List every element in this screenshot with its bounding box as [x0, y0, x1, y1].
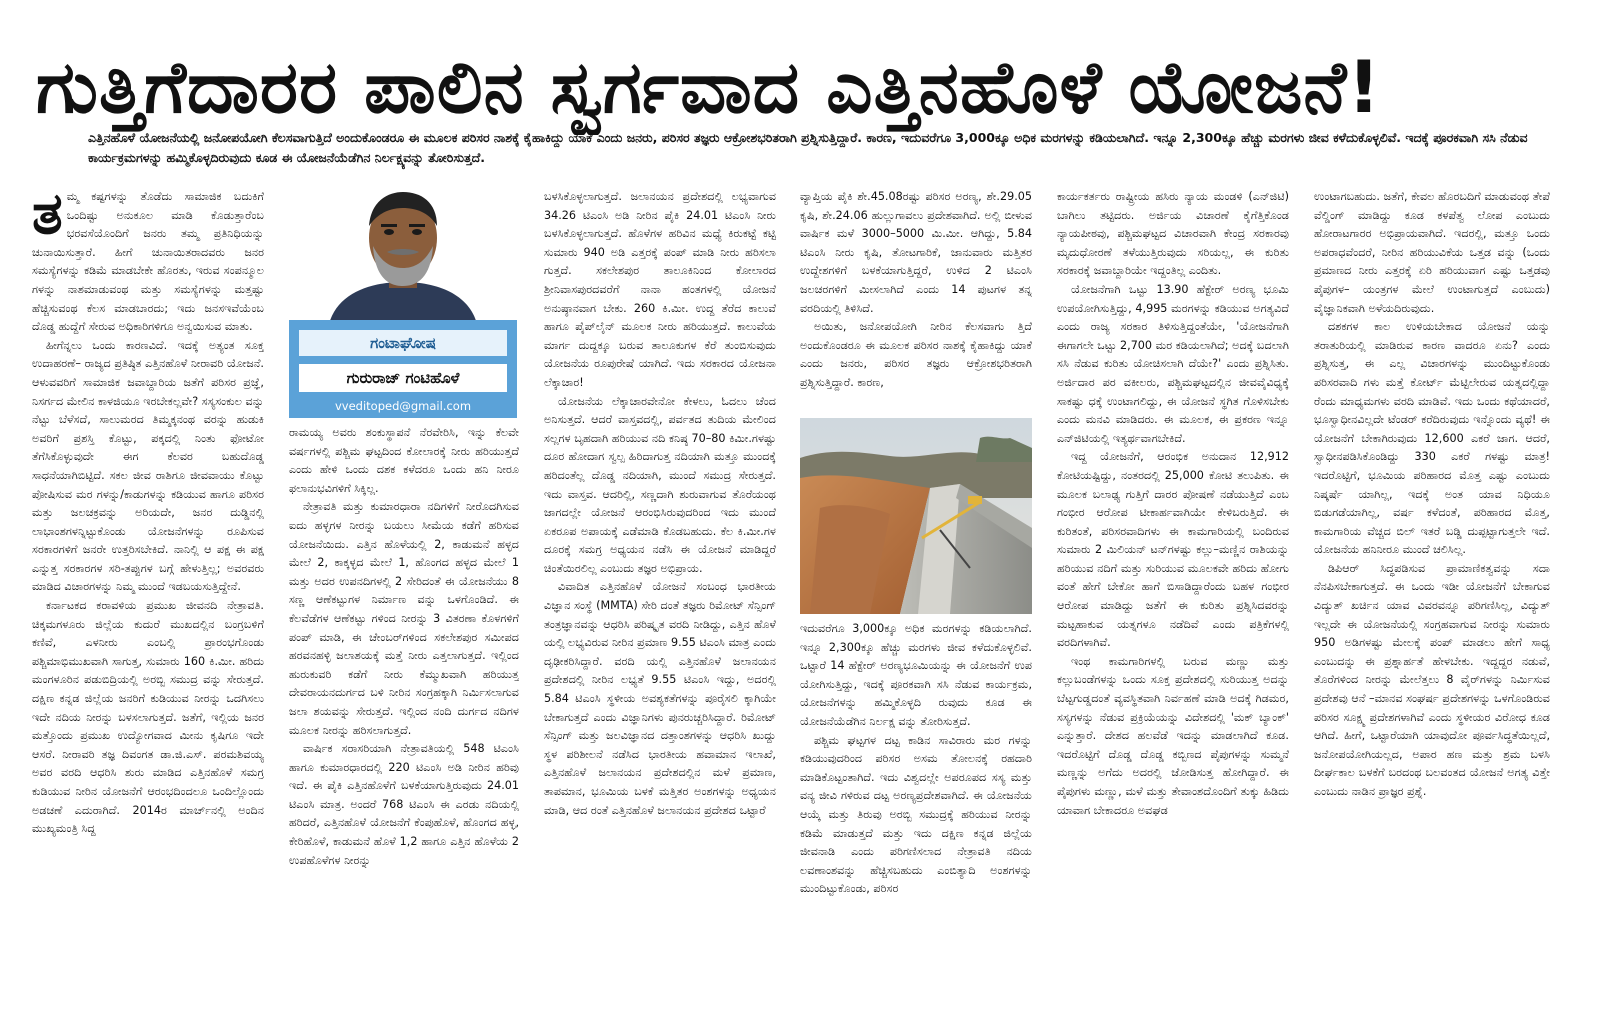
paragraph: ರಾಮಯ್ಯ ಅವರು ಶಂಕುಸ್ಥಾಪನೆ ನೆರವೇರಿಸಿ, ಇನ್ನು ಕೆಲವೇ ವರ್ಷಗಳಲ್ಲಿ ಪಶ್ಚಿಮ ಘಟ್ಟದಿಂದ ಕೋಲಾರಕ್ಕೆ ನೀರು ಹರಿಯುತ್ತದೆ ಎಂದು ಹೇಳಿ ಒಂದು ದಶಕ ಕಳೆದರೂ ಒಂದು ಹನಿ ನೀರೂ ಫಲಾನುಭವಿಗಳಿಗೆ ಸಿಕ್ಕಿಲ್ಲ. [289, 426, 519, 495]
paragraph: ದಶಕಗಳ ಕಾಲ ಉಳಿಯಬೇಕಾದ ಯೋಜನೆ ಯನ್ನು ತರಾತುರಿಯಲ್ಲಿ ಮಾಡಿರುವ ಕಾರಣ ವಾದರೂ ಏನು? ಎಂದು ಪ್ರಶ್ನಿಸುತ್ತ, ಈ ಎಲ್ಲ ವಿಚಾರಗಳನ್ನು ಮುಂದಿಟ್ಟುಕೊಂಡು ಪರಿಸರವಾದಿ ಗಳು ಮತ್ತೆ ಕೋರ್ಟ್ ಮೆಟ್ಟಿಲೇರುವ ಯತ್ನದಲ್ಲಿದ್ದಾ ರೆಂದು ಮಾಧ್ಯಮಗಳು ವರದಿ ಮಾಡಿವೆ. ಇದು ಒಂದು ಕಥೆಯಾದರೆ, ಭೂಸ್ವಾಧೀನವಿಲ್ಲದೇ ಟೆಂಡರ್ ಕರೆದಿರುವುದು ಇನ್ನೊಂದು ವ್ಯಥೆ! ಈ ಯೋಜನೆಗೆ ಬೇಕಾಗಿರುವುದು 12,600 ಎಕರೆ ಜಾಗ. ಆದರೆ, ಸ್ವಾಧೀನಪಡಿಸಿಕೊಂಡಿದ್ದು 330 ಎಕರೆ ಗಳಷ್ಟು ಮಾತ್ರ! ಇದರೊಟ್ಟಿಗೆ, ಭೂಮಿಯ ಪರಿಹಾರದ ಮೊತ್ತ ಎಷ್ಟು ಎಂಬುದು ನಿಷ್ಕರ್ಷೆ ಯಾಗಿಲ್ಲ, ಇದಕ್ಕೆ ಅಂತ ಯಾವ ನಿಧಿಯೂ ಬಿಡುಗಡೆಯಾಗಿಲ್ಲ, ವರ್ಷ ಕಳೆದಂತೆ, ಪರಿಹಾರದ ಮೊತ್ತ, ಕಾಮಗಾರಿಯ ವೆಚ್ಚದ ಬಿಲ್ ಇತರೆ ಬಡ್ಡಿ ದುಪ್ಪಟ್ಟಾಗುತ್ತಲೇ ಇದೆ. ಯೋಜನೆಯ ಹನಿನೀರೂ ಮುಂದೆ ಚಲಿಸಿಲ್ಲ. [1314, 320, 1550, 557]
paragraph: ಅಯಿತು, ಜನೋಪಯೋಗಿ ನೀರಿನ ಕೆಲಸವಾಗು ತ್ತಿದೆ ಅಂದುಕೊಂಡರೂ ಈ ಮೂಲಕ ಪರಿಸರ ನಾಶಕ್ಕೆ ಕೈಹಾಕಿದ್ದು ಯಾಕೆ ಎಂದು ಜನರು, ಪರಿಸರ ತಜ್ಞರು ಆಕ್ರೋಶಭರಿತರಾಗಿ ಪ್ರಶ್ನಿಸುತ್ತಿದ್ದಾರೆ. ಕಾರಣ, [800, 320, 1032, 389]
paragraph: ನೇತ್ರಾವತಿ ಮತ್ತು ಕುಮಾರಧಾರಾ ನದಿಗಳಿಗೆ ನೀರೊದಗಿಸುವ ಐದು ಹಳ್ಳಗಳ ನೀರನ್ನು ಬಯಲು ಸೀಮೆಯ ಕಡೆಗೆ ಹರಿಸುವ ಯೋಜನೆಯಿದು. ಎತ್ತಿನ ಹೊಳೆಯಲ್ಲಿ 2, ಕಾಡುಮನೆ ಹಳ್ಳದ ಮೇಲೆ 2, ಕಾಕ್ಕಳ್ಳದ ಮೇಲೆ 1, ಹೊಂಗದ ಹಳ್ಳದ ಮೇಲೆ 1 ಮತ್ತು ಅದರ ಉಪನದಿಗಳಲ್ಲಿ 2 ಸೇರಿದಂತೆ ಈ ಯೋಜನೆಯು 8 ಸಣ್ಣ ಆಣೆಕಟ್ಟುಗಳ ನಿರ್ಮಾಣ ವನ್ನು ಒಳಗೊಂಡಿದೆ. ಈ ಕೆಲವೆಡೆಗಳ ಆಣೆಕಟ್ಟು ಗಳಿಂದ ನೀರನ್ನು 3 ವಿತರಣಾ ಕೊಳಗಳಿಗೆ ಪಂಪ್ ಮಾಡಿ, ಈ ಚೇಂಬರ್‌ಗಳಿಂದ ಸಕಲೇಶಪುರ ಸಮೀಪದ ಹರವನಹಳ್ಳಿ ಜಲಾಶಯಕ್ಕೆ ಮತ್ತೆ ನೀರು ಎತ್ತಲಾಗುತ್ತದೆ. ಇಲ್ಲಿಂದ ಹುರುಕುವರಿ ಕಡೆಗೆ ನೀರು ಕೆಮ್ಮುಖವಾಗಿ ಹರಿಯುತ್ತ ದೇವರಾಯನದುರ್ಗದ ಬಳಿ ನೀರಿನ ಸಂಗ್ರಹಕ್ಕಾಗಿ ನಿರ್ಮಿಸಲಾಗುವ ಜಲಾ ಶಯವನ್ನು ಸೇರುತ್ತದೆ. ಇಲ್ಲಿಂದ ನಂದಿ ದುರ್ಗದ ನದಿಗಳ ಮೂಲಕ ನೀರನ್ನು ಹರಿಸಲಾಗುತ್ತದೆ. [289, 500, 519, 737]
paragraph: ಇದುವರೆಗೂ 3,000ಕ್ಕೂ ಅಧಿಕ ಮರಗಳನ್ನು ಕಡಿಯಲಾಗಿದೆ. ಇನ್ನೂ 2,300ಕ್ಕೂ ಹೆಚ್ಚು ಮರಗಳು ಜೀವ ಕಳೆದುಕೊಳ್ಳಲಿವೆ. ಒಟ್ಟಾರೆ 14 ಹೆಕ್ಟೇರ್ ಅರಣ್ಯಭೂಮಿಯನ್ನು ಈ ಯೋಜನೆಗೆ ಉಪ ಯೋಗಿಸುತ್ತಿದ್ದು, ಇದಕ್ಕೆ ಪೂರಕವಾಗಿ ಸಸಿ ನೆಡುವ ಕಾರ್ಯಕ್ರಮ, ಯೋಜನೆಗಳನ್ನು ಹಮ್ಮಿಕೊಳ್ಳದಿ ರುವುದು ಕೂಡ ಈ ಯೋಜನೆಯೆಡೆಗಿನ ನಿರ್ಲಕ್ಷ ವನ್ನು ತೋರಿಸುತ್ತದೆ. [800, 622, 1032, 728]
column-6 [1314, 188, 1550, 1003]
paragraph: ಯೋಜನೆಗಾಗಿ ಒಟ್ಟು 13.90 ಹೆಕ್ಟೇರ್ ಅರಣ್ಯ ಭೂಮಿ ಉಪಯೋಗಿಸುತ್ತಿದ್ದು, 4,995 ಮರಗಳನ್ನು ಕಡಿಯುವ ಅಗತ್ಯವಿದೆ ಎಂದು ರಾಜ್ಯ ಸರಕಾರ ತಿಳಿಸುತ್ತಿದ್ದಂತೆಯೇ, 'ಯೋಜನೆಗಾಗಿ ಈಗಾಗಲೇ ಒಟ್ಟು 2,700 ಮರ ಕಡಿಯಲಾಗಿದೆ; ಅದಕ್ಕೆ ಬದಲಾಗಿ ಸಸಿ ನೆಡುವ ಕುರಿತು ಯೋಚಿಸಲಾಗಿ ದೆಯೇ?' ಎಂದು ಪ್ರಶ್ನಿಸಿತು. ಅರ್ಜಿದಾರ ಪರ ವಕೀಲರು, ಪಶ್ಚಿಮಘಟ್ಟದಲ್ಲಿನ ಜೀವವೈವಿಧ್ಯಕ್ಕೆ ಸಾಕಷ್ಟು ಧಕ್ಕೆ ಉಂಟಾಗಲಿದ್ದು, ಈ ಯೋಜನೆ ಸ್ಥಗಿತ ಗೊಳಿಸಬೇಕು ಎಂದು ಮನವಿ ಮಾಡಿದರು. ಈ ಮೂಲಕ, ಈ ಪ್ರಕರಣ ಇನ್ನೂ ಎನ್‌ಜಿಟಿಯಲ್ಲಿ ಇತ್ಯರ್ಥವಾಗಬೇಕಿದೆ. [1057, 282, 1289, 445]
lead-paragraph: ಎತ್ತಿನಹೊಳೆ ಯೋಜನೆಯಲ್ಲಿ ಜನೋಪಯೋಗಿ ಕೆಲಸವಾಗುತ್ತಿದೆ ಅಂದುಕೊಂಡರೂ ಈ ಮೂಲಕ ಪರಿಸರ ನಾಶಕ್ಕೆ ಕೈಹಾಕಿದ್ದು ಯಾಕೆ ಎಂದು ಜನರು, ಪರಿಸರ ತಜ್ಞರು ಆಕ್ರೋಶಭರಿತರಾಗಿ ಪ್ರಶ್ನಿಸುತ್ತಿದ್ದಾರೆ. ಕಾರಣ, ಇದುವರೆಗೂ 3,000ಕ್ಕೂ ಅಧಿಕ ಮರಗಳನ್ನು ಕಡಿಯಲಾಗಿದೆ. ಇನ್ನೂ 2,300ಕ್ಕೂ ಹೆಚ್ಚು ಮರಗಳು ಜೀವ ಕಳೆದುಕೊಳ್ಳಲಿವೆ. ಇದಕ್ಕೆ ಪೂರಕವಾಗಿ ಸಸಿ ನೆಡುವ ಕಾರ್ಯಕ್ರಮಗಳನ್ನು ಹಮ್ಮಿಕೊಳ್ಳದಿರುವುದು ಕೂಡ ಈ ಯೋಜನೆಯೆಡೆಗಿನ ನಿರ್ಲಕ್ಷ್ಯವನ್ನು ತೋರಿಸುತ್ತದೆ. [88, 130, 1528, 165]
paragraph: ವ್ಯಾಪ್ತಿಯ ಪೈಕಿ ಶೇ.45.08ರಷ್ಟು ಪರಿಸರ ಅರಣ್ಯ, ಶೇ.29.05 ಕೃಷಿ, ಶೇ.24.06 ಹುಲ್ಲುಗಾವಲು ಪ್ರದೇಶವಾಗಿದೆ. ಅಲ್ಲಿ ಬೀಳುವ ವಾರ್ಷಿಕ ಮಳೆ 3000–5000 ಮಿ.ಮೀ. ಆಗಿದ್ದು, 5.84 ಟಿಎಂಸಿ ನೀರು ಕೃಷಿ, ತೋಟಗಾರಿಕೆ, ಜಾನುವಾರು ಮತ್ತಿತರ ಉದ್ದೇಶಗಳಿಗೆ ಬಳಕೆಯಾಗುತ್ತಿದ್ದರೆ, ಉಳಿದ 2 ಟಿಎಂಸಿ ಜಲಚರಗಳಿಗೆ ಮೀಸಲಾಗಿದೆ ಎಂದು 14 ಪುಟಗಳ ತನ್ನ ವರದಿಯಲ್ಲಿ ತಿಳಿಸಿದೆ. [800, 190, 1032, 315]
paragraph: ಇದ್ದ ಯೋಜನೆಗೆ, ಆರಂಭಿಕ ಅನುದಾನ 12,912 ಕೋಟಿಯಷ್ಟಿದ್ದು, ನಂತರದಲ್ಲಿ 25,000 ಕೋಟಿ ತಲುಪಿತು. ಈ ಮೂಲಕ ಬಲಾಢ್ಯ ಗುತ್ತಿಗೆ ದಾರರ ಪೋಷಣೆ ನಡೆಯುತ್ತಿದೆ ಎಂಬ ಗಂಭೀರ ಆರೋಪ ಟೀಕಾರ್ಹವಾಗಿಯೇ ಕೇಳಿಬರುತ್ತಿದೆ. ಈ ಕುರಿತಂತೆ, ಪರಿಸರವಾದಿಗಳು ಈ ಕಾಮಗಾರಿಯಲ್ಲಿ ಬಂದಿರುವ ಸುಮಾರು 2 ಮಿಲಿಯನ್ ಟನ್‌ಗಳಷ್ಟು ಕಲ್ಲು–ಮಣ್ಣಿನ ರಾಶಿಯನ್ನು ಹರಿಯುವ ನದಿಗೆ ಮತ್ತು ಸುರಿಯುವ ಮೂಲಕವೇ ಹರಿದು ಹೋಗು ವಂತೆ ಹೇಗೆ ಬೇಕೋ ಹಾಗೆ ಬಿಸಾಡಿದ್ದಾರೆಂದು ಬಹಳ ಗಂಭೀರ ಆರೋಪ ಮಾಡಿದ್ದು ಜತೆಗೆ ಈ ಕುರಿತು ಪ್ರಶ್ನಿಸಿದವರನ್ನು ಮಟ್ಟಹಾಕುವ ಯತ್ನಗಳೂ ನಡೆದಿವೆ ಎಂದು ಪತ್ರಿಕೆಗಳಲ್ಲಿ ವರದಿಗಳಾಗಿವೆ. [1057, 450, 1289, 650]
paragraph: ಹೀಗೆನ್ನಲು ಒಂದು ಕಾರಣವಿದೆ. ಇದಕ್ಕೆ ಅತ್ಯಂತ ಸೂಕ್ತ ಉದಾಹರಣೆ– ರಾಜ್ಯದ ಪ್ರತಿಷ್ಠಿತ ಎತ್ತಿನಹೊಳೆ ನೀರಾವರಿ ಯೋಜನೆ. ಆಳುವವರಿಗೆ ಸಾಮಾಜಿಕ ಜವಾಬ್ದಾರಿಯ ಜತೆಗೆ ಪರಿಸರ ಪ್ರಜ್ಞೆ, ನಿಸರ್ಗದ ಮೇಲಿನ ಕಾಳಜಿಯೂ ಇರಬೇಕಲ್ಲವೇ? ಸಸ್ಯಸಂಕುಲ ವನ್ನು ನೆಟ್ಟು ಬೆಳೆಸದೆ, ಸಾಲುಮರದ ತಿಮ್ಮಕ್ಕನಂಥ ವರನ್ನು ಹುಡುಕಿ ಅವರಿಗೆ ಪ್ರಶಸ್ತಿ ಕೊಟ್ಟು, ಪಕ್ಕದಲ್ಲಿ ನಿಂತು ಫೋಟೋ ತೆಗೆಸಿಕೊಳ್ಳುವುದೇ ಈಗ ಕೆಲವರ ಬಹುದೊಡ್ಡ ಸಾಧನೆಯಾಗಿಬಿಟ್ಟಿದೆ. ಸಕಲ ಜೀವ ರಾಶಿಗೂ ಜೀವವಾಯು ಕೊಟ್ಟು ಪೋಷಿಸುವ ಮರ ಗಳನ್ನು/ಕಾಡುಗಳನ್ನು ಕಡಿಯುವ ಹಾಗೂ ಪರಿಸರ ಮತ್ತು ಜಲಚಕ್ರವನ್ನು ಅರಿಯದೇ, ಜನರ ದುಡ್ಡಿನಲ್ಲಿ ಲಾಭಾಂಶಗಳನ್ನಿಟ್ಟುಕೊಂಡು ಯೋಜನೆಗಳನ್ನು ರೂಪಿಸುವ ಸರಕಾರಗಳಿಗೆ ಜನರೇ ಉತ್ತರಿಸಬೇಕಿದೆ. ನಾನಿಲ್ಲಿ ಆ ಪಕ್ಷ ಈ ಪಕ್ಷ ಎನ್ನುತ್ತ ಸರಕಾರಗಳ ಸರಿ-ತಪ್ಪುಗಳ ಬಗ್ಗೆ ಹೇಳುತ್ತಿಲ್ಲ; ಅವರವರು ಮಾಡಿದ ವಿಚಾರಗಳನ್ನು ನಿಮ್ಮ ಮುಂದೆ ಇಡಬಯಸುತ್ತಿದ್ದೇನೆ. [32, 338, 264, 594]
column-4-bottom [800, 620, 1032, 1003]
article-body [32, 188, 1562, 1003]
column-name: ಗಂಟಾಘೋಷ [299, 330, 507, 356]
paragraph: ಇಂಥ ಕಾಮಗಾರಿಗಳಲ್ಲಿ ಬರುವ ಮಣ್ಣು ಮತ್ತು ಕಲ್ಲುಬಂಡೆಗಳನ್ನು ಒಂದು ಸೂಕ್ತ ಪ್ರದೇಶದಲ್ಲಿ ಸುರಿಯುತ್ತ ಅದನ್ನು ಬೆಟ್ಟಗುಡ್ಡದಂತೆ ವ್ಯವಸ್ಥಿತವಾಗಿ ನಿರ್ವಹಣೆ ಮಾಡಿ ಅದಕ್ಕೆ ಗಿಡಮರ, ಸಸ್ಯಗಳನ್ನು ನೆಡುವ ಪ್ರಕ್ರಿಯೆಯನ್ನು ವಿದೇಶದಲ್ಲಿ 'ಮಕ್ ಬ್ಯಾಂಕ್' ಎನ್ನುತ್ತಾರೆ. ದೇಶದ ಹಲವೆಡೆ ಇದನ್ನು ಮಾಡಲಾಗಿದೆ ಕೂಡ. ಇದರೊಟ್ಟಿಗೆ ದೊಡ್ಡ ದೊಡ್ಡ ಕಬ್ಬಿಣದ ಪೈಪುಗಳನ್ನು ಸುಮ್ಮನೆ ಮಣ್ಣನ್ನು ಅಗೆದು ಅದರಲ್ಲಿ ಜೋಡಿಸುತ್ತ ಹೋಗಿದ್ದಾರೆ. ಈ ಪೈಪುಗಳು ಮಣ್ಣು, ಮಳೆ ಮತ್ತು ತೇವಾಂಶದೊಂದಿಗೆ ತುಕ್ಕು ಹಿಡಿದು ಯಾವಾಗ ಬೇಕಾದರೂ ಅವಘಡ [1057, 654, 1289, 817]
paragraph: ಬಳಸಿಕೊಳ್ಳಲಾಗುತ್ತದೆ. ಜಲಾನಯನ ಪ್ರದೇಶದಲ್ಲಿ ಲಭ್ಯವಾಗುವ 34.26 ಟಿಎಂಸಿ ಅಡಿ ನೀರಿನ ಪೈಕಿ 24.01 ಟಿಎಂಸಿ ನೀರು ಬಳಸಿಕೊಳ್ಳಲಾಗುತ್ತದೆ. ಹೊಳೆಗಳ ಹರಿವಿನ ಮಧ್ಯೆ ಕಿರುಕಟ್ಟೆ ಕಟ್ಟಿ ಸುಮಾರು 940 ಅಡಿ ಎತ್ತರಕ್ಕೆ ಪಂಪ್ ಮಾಡಿ ನೀರು ಹರಿಸಲಾ ಗುತ್ತದೆ. ಸಕಲೇಶಪುರ ತಾಲೂಕಿನಿಂದ ಕೋಲಾರದ ಶ್ರೀನಿವಾಸಪುರದವರೆಗೆ ನಾನಾ ಹಂತಗಳಲ್ಲಿ ಯೋಜನೆ ಅನುಷ್ಠಾನವಾಗ ಬೇಕು. 260 ಕಿ.ಮೀ. ಉದ್ದ ತೆರೆದ ಕಾಲುವೆ ಹಾಗೂ ಪೈಪ್‌ಲೈನ್ ಮೂಲಕ ನೀರು ಹರಿಯುತ್ತದೆ. ಕಾಲುವೆಯ ಮಾರ್ಗ ದುದ್ದಕ್ಕೂ ಬರುವ ತಾಲೂಕುಗಳ ಕೆರೆ ತುಂಬಿಸುವುದು ಯೋಜನೆಯ ರೂಪುರೇಷೆ ಯಾಗಿದೆ. ಇದು ಸರಕಾರದ ಯೋಜನಾ ಲೆಕ್ಕಾಚಾರ! [544, 190, 776, 389]
column-1 [32, 188, 264, 1003]
paragraph: ಕಾರ್ಯಕರ್ತರು ರಾಷ್ಟ್ರೀಯ ಹಸಿರು ನ್ಯಾಯ ಮಂಡಳಿ (ಎನ್‌ಜಿಟಿ) ಬಾಗಿಲು ತಟ್ಟಿದರು. ಅರ್ಜಿಯ ವಿಚಾರಣೆ ಕೈಗೆತ್ತಿಕೊಂಡ ನ್ಯಾಯಪೀಠವು, ಪಶ್ಚಿಮಘಟ್ಟದ ವಿಚಾರವಾಗಿ ಕೇಂದ್ರ ಸರಕಾರವು ಮೃದುಧೋರಣೆ ತಳೆಯುತ್ತಿರುವುದು ಸರಿಯಲ್ಲ, ಈ ಕುರಿತು ಸರಕಾರಕ್ಕೆ ಜವಾಬ್ದಾರಿಯೇ ಇದ್ದಂತಿಲ್ಲ ಎಂದಿತು. [1057, 190, 1289, 278]
column-2 [289, 424, 519, 1004]
paragraph: ಉಂಟಾಗಬಹುದು. ಜತೆಗೆ, ಕೇವಲ ಹೊರಬದಿಗೆ ಮಾಡುವಂಥ ತೇಪೆ ವೆಲ್ಡಿಂಗ್ ಮಾಡಿದ್ದು ಕೂಡ ಕಳಪೆತ್ವ ಲೋಪ ಎಂಬುದು ಹೋರಾಟಗಾರರ ಅಭಿಪ್ರಾಯವಾಗಿದೆ. ಇದರಲ್ಲಿ, ಮತ್ತೂ ಒಂದು ಅಪರಾಧವೆಂದರೆ, ನೀರಿನ ಹರಿಯುವಿಕೆಯ ಒತ್ತಡ ವನ್ನು (ಒಂದು ಪ್ರಮಾಣದ ನೀರು ಎತ್ತರಕ್ಕೆ ಏರಿ ಹರಿಯುವಾಗ ಎಷ್ಟು ಒತ್ತಡವು ಪೈಪುಗಳ– ಯಂತ್ರಗಳ ಮೇಲೆ ಉಂಟಾಗುತ್ತದೆ ಎಂಬುದು) ವೈಜ್ಞಾನಿಕವಾಗಿ ಅಳೆಯದಿರುವುದು. [1314, 190, 1550, 315]
headline: ಗುತ್ತಿಗೆದಾರರ ಪಾಲಿನ ಸ್ವರ್ಗವಾದ ಎತ್ತಿನಹೊಳೆ ಯೋಜನೆ! [36, 45, 1382, 129]
column-3 [544, 188, 776, 1003]
paragraph: ತಮ್ಮ ಕಷ್ಟಗಳನ್ನು ತೊಡೆದು ಸಾಮಾಜಿಕ ಬದುಕಿಗೆ ಒಂದಿಷ್ಟು ಅನುಕೂಲ ಮಾಡಿ ಕೊಡುತ್ತಾರೆಂಬ ಭರವಸೆಯೊಂದಿಗೆ ಜನರು ತಮ್ಮ ಪ್ರತಿನಿಧಿಯನ್ನು ಚುನಾಯಿಸುತ್ತಾರೆ. ಹೀಗೆ ಚುನಾಯಿತರಾದವರು ಜನರ ಸಮಸ್ಯೆಗಳನ್ನು ಕಡಿಮೆ ಮಾಡಬೇಕೇ ಹೊರತು, ಇರುವ ಸಂಪನ್ಮೂಲ ಗಳನ್ನು ನಾಶಮಾಡುವಂಥ ಮತ್ತು ಸಮಸ್ಯೆಗಳನ್ನು ಮತ್ತಷ್ಟು ಹೆಚ್ಚಿಸುವಂಥ ಕೆಲಸ ಮಾಡಬಾರದು; ಇದು ಜನಸಇವೆಯೆಂಬ ದೊಡ್ಡ ಹುದ್ದೆಗೆ ಸೇರುವ ಅಧಿಕಾರಿಗಳಿಗೂ ಅನ್ವಯಿಸುವ ಮಾತು. [32, 188, 264, 334]
paragraph: ಡಿಪಿಆರ್ ಸಿದ್ಧಪಡಿಸುವ ಪ್ರಾಮಾಣಿಕತ್ವವನ್ನು ಸದಾ ನೆನಪಿಸಬೇಕಾಗುತ್ತದೆ. ಈ ಒಂದು ಇಡೀ ಯೋಜನೆಗೆ ಬೇಕಾಗುವ ವಿದ್ಯುತ್ ಖರ್ಚಿನ ಯಾವ ವಿವರವನ್ನೂ ಪರಿಗಣಿಸಿಲ್ಲ, ವಿದ್ಯುತ್ ಇಲ್ಲದೇ ಈ ಯೋಜನೆಯಲ್ಲಿ ಸಂಗ್ರಹವಾಗುವ ನೀರನ್ನು ಸುಮಾರು 950 ಅಡಿಗಳಷ್ಟು ಮೇಲಕ್ಕೆ ಪಂಪ್ ಮಾಡಲು ಹೇಗೆ ಸಾಧ್ಯ ಎಂಬುದನ್ನು ಈ ಪ್ರಶ್ನಾರ್ಹತೆ ಹೇಳಬೇಕು. ಇದ್ದದ್ದರ ನಡುವೆ, ತೊರೆಗಳಿಂದ ನೀರನ್ನು ಮೇಲೆತ್ತಲು 8 ವೈರ್‌ಗಳನ್ನು ನಿರ್ಮಿಸುವ ಪ್ರದೇಶವು ಆನೆ –ಮಾನವ ಸಂಘರ್ಷ ಪ್ರದೇಶಗಳನ್ನು ಒಳಗೊಂಡಿರುವ ಪರಿಸರ ಸೂಕ್ಷ್ಮ ಪ್ರದೇಶಗಳಾಗಿವೆ ಎಂದು ಸ್ಥಳೀಯರ ವಿರೋಧ ಕೂಡ ಆಗಿದೆ. ಹೀಗೆ, ಒಟ್ಟಾರೆಯಾಗಿ ಯಾವುದೋ ಪೂರ್ವಸಿದ್ಧತೆಯಿಲ್ಲದೆ, ಜನೋಪಯೋಗಿಯಲ್ಲದ, ಅಪಾರ ಹಣ ಮತ್ತು ಶ್ರಮ ಬಳಸಿ ದೀರ್ಘಕಾಲ ಬಳಕೆಗೆ ಬರದಂಥ ಬಲವಂತದ ಯೋಜನೆ ಅಗತ್ಯ ವಿತ್ತೇ ಎಂಬುದು ನಾಡಿನ ಪ್ರಾಜ್ಞರ ಪ್ರಶ್ನೆ. [1314, 561, 1550, 798]
paragraph: ಕರ್ನಾಟಕದ ಕರಾವಳಿಯ ಪ್ರಮುಖ ಜೀವನದಿ ನೇತ್ರಾವತಿ. ಚಿಕ್ಕಮಗಳೂರು ಜಿಲ್ಲೆಯ ಕುದುರೆ ಮುಖದಲ್ಲಿನ ಬಂಗ್ರಬಳಿಗೆ ಕಣಿವೆ, ಎಳನೀರು ಎಂಬಲ್ಲಿ ಪ್ರಾರಂಭಗೊಂಡು ಪಶ್ಚಿಮಾಭಿಮುಖವಾಗಿ ಸಾಗುತ್ತ, ಸುಮಾರು 160 ಕಿ.ಮೀ. ಹರಿದು ಮಂಗಳೂರಿನ ಪಡುಬಿದ್ರಿಯಲ್ಲಿ ಅರಬ್ಬಿ ಸಮುದ್ರ ವನ್ನು ಸೇರುತ್ತದೆ. ದಕ್ಷಿಣ ಕನ್ನಡ ಜಿಲ್ಲೆಯ ಜನರಿಗೆ ಕುಡಿಯುವ ನೀರನ್ನು ಒದಗಿಸಲು ಇದೇ ನದಿಯ ನೀರನ್ನು ಬಳಸಲಾಗುತ್ತದೆ. ಜತೆಗೆ, ಇಲ್ಲಿಯ ಜನರ ಮತ್ತೊಂದು ಪ್ರಮುಖ ಉದ್ಯೋಗವಾದ ಮೀನು ಕೃಷಿಗೂ ಇದೇ ಆಸರೆ. ನೀರಾವರಿ ತಜ್ಞ ದಿವಂಗತ ಡಾ.ಜಿ.ಎಸ್. ಪರಮಶಿವಯ್ಯ ಅವರ ವರದಿ ಆಧರಿಸಿ ಶುರು ಮಾಡಿದ ಎತ್ತಿನಹೊಳೆ ಸಮಗ್ರ ಕುಡಿಯುವ ನೀರಿನ ಯೋಜನೆಗೆ ಆರಂಭದಿಂದಲೂ ಒಂದಿಲ್ಲೊಂದು ಅಡಚಣೆ ಎದುರಾಗಿದೆ. 2014ರ ಮಾರ್ಚ್‌ನಲ್ಲಿ ಅಂದಿನ ಮುಖ್ಯಮಂತ್ರಿ ಸಿದ್ದ [32, 599, 264, 836]
paragraph: ವಿವಾದಿತ ಎತ್ತಿನಹೊಳೆ ಯೋಜನೆ ಸಂಬಂಧ ಭಾರತೀಯ ವಿಜ್ಞಾನ ಸಂಸ್ಥೆ (MMTA) ಸೇರಿ ದಂತೆ ತಜ್ಞರು ರಿಮೋಟ್ ಸೆನ್ಸಿಂಗ್ ತಂತ್ರಜ್ಞಾನವನ್ನು ಆಧರಿಸಿ ಪರಿಷ್ಕೃತ ವರದಿ ನೀಡಿದ್ದು, ಎತ್ತಿನ ಹೊಳೆ ಯಲ್ಲಿ ಲಭ್ಯವಿರುವ ನೀರಿನ ಪ್ರಮಾಣ 9.55 ಟಿಎಂಸಿ ಮಾತ್ರ ಎಂದು ದೃಢೀಕರಿಸಿದ್ದಾರೆ. ವರದಿ ಯಲ್ಲಿ ಎತ್ತಿನಹೊಳೆ ಜಲಾನಯನ ಪ್ರದೇಶದಲ್ಲಿ ನೀರಿನ ಲಭ್ಯತೆ 9.55 ಟಿಎಂಸಿ ಇದ್ದು, ಅದರಲ್ಲಿ 5.84 ಟಿಎಂಸಿ ಸ್ಥಳೀಯ ಅವಶ್ಯಕತೆಗಳನ್ನು ಪೂರೈಸಲಿ ಕ್ಕಾಗಿಯೇ ಬೇಕಾಗುತ್ತದೆ ಎಂದು ವಿಜ್ಞಾನಿಗಳು ಪುನರುಚ್ಚರಿಸಿದ್ದಾರೆ. ರಿಮೋಟ್ ಸೆನ್ಸಿಂಗ್ ಮತ್ತು ಜಲವಿಜ್ಞಾನದ ದತ್ತಾಂಶಗಳನ್ನು ಆಧರಿಸಿ ಖುದ್ದು ಸ್ಥಳ ಪರಿಶೀಲನೆ ನಡೆಸಿದ ಭಾರತೀಯ ಹವಾಮಾನ ಇಲಾಖೆ, ಎತ್ತಿನಹೊಳೆ ಜಲಾನಯನ ಪ್ರದೇಶದಲ್ಲಿನ ಮಳೆ ಪ್ರಮಾಣ, ತಾಪಮಾನ, ಭೂಮಿಯ ಬಳಕೆ ಮತ್ತಿತರ ಅಂಶಗಳನ್ನು ಅಧ್ಯಯನ ಮಾಡಿ, ಆದ ರಂತೆ ಎತ್ತಿನಹೊಳೆ ಜಲಾನಯನ ಪ್ರದೇಶದ ಒಟ್ಟಾರೆ [544, 580, 776, 817]
drop-cap: ತ [32, 188, 63, 247]
paragraph: ವಾರ್ಷಿಕ ಸರಾಸರಿಯಾಗಿ ನೇತ್ರಾವತಿಯಲ್ಲಿ 548 ಟಿಎಂಸಿ ಹಾಗೂ ಕುಮಾರಧಾರದಲ್ಲಿ 220 ಟಿಎಂಸಿ ಅಡಿ ನೀರಿನ ಹರಿವು ಇದೆ. ಈ ಪೈಕಿ ಎತ್ತಿನಹೊಳೆಗೆ ಬಳಕೆಯಾಗುತ್ತಿರುವುದು 24.01 ಟಿಎಂಸಿ ಮಾತ್ರ. ಅಂದರೆ 768 ಟಿಎಂಸಿ ಈ ಎರಡು ನದಿಯಲ್ಲಿ ಹರಿದರೆ, ಎತ್ತಿನಹೊಳೆ ಯೋಜನೆಗೆ ಕೆಂಪುಹೊಳೆ, ಹೊಂಗದ ಹಳ್ಳ, ಕೇರಿಹೊಳೆ, ಕಾಡುಮನೆ ಹೊಳೆ 1,2 ಹಾಗೂ ಎತ್ತಿನ ಹೊಳೆಯ 2 ಉಪಹೊಳೆಗಳ ನೀರನ್ನು [289, 742, 519, 867]
column-4-top [800, 188, 1032, 410]
paragraph: ಪಶ್ಚಿಮ ಘಟ್ಟಗಳ ದಟ್ಟ ಕಾಡಿನ ಸಾವಿರಾರು ಮರ ಗಳನ್ನು ಕಡಿಯುವುದರಿಂದ ಪರಿಸರ ಅಸಮ ತೋಲನಕ್ಕೆ ರಹದಾರಿ ಮಾಡಿಕೊಟ್ಟಂತಾಗಿದೆ. ಇದು ವಿಶ್ವದಲ್ಲೇ ಅಪರೂಪದ ಸಸ್ಯ ಮತ್ತು ವನ್ಯ ಜೀವಿ ಗಳಿರುವ ದಟ್ಟ ಅರಣ್ಯಪ್ರದೇಶವಾಗಿದೆ. ಈ ಯೋಜನೆಯ ಆಯ್ಕೆ ಮತ್ತು ತಿರುವು ಅರಬ್ಬಿ ಸಮುದ್ರಕ್ಕೆ ಹರಿಯುವ ನೀರನ್ನು ಕಡಿಮೆ ಮಾಡುತ್ತದೆ ಮತ್ತು ಇದು ದಕ್ಷಿಣ ಕನ್ನಡ ಜಿಲ್ಲೆಯ ಜೀವನಾಡಿ ಎಂದು ಪರಿಗಣಿಸಲಾದ ನೇತ್ರಾವತಿ ನದಿಯ ಲವಣಾಂಶವನ್ನು ಹೆಚ್ಚಿಸಬಹುದು ಎಂಬಿತ್ಯಾದಿ ಅಂಶಗಳನ್ನು ಮುಂದಿಟ್ಟುಕೊಂಡು, ಪರಿಸರ [800, 733, 1032, 896]
column-5 [1057, 188, 1289, 1003]
paragraph: ಯೋಜನೆಯ ಲೆಕ್ಕಾಚಾರವೇನೋ ಕೇಳಲು, ಓದಲು ಚೆಂದ ಅನಿಸುತ್ತದೆ. ಆದರೆ ವಾಸ್ತವದಲ್ಲಿ, ಪರ್ವತದ ತುದಿಯ ಮೇಲಿಂದ ಸಲ್ಲಗಳ ಬೃಹದಾಗಿ ಹರಿಯುವ ನದಿ ಕನಿಷ್ಠ 70–80 ಕಿಮೀ.ಗಳಷ್ಟು ದೂರ ಹೋದಾಗ ಸ್ವಲ್ಪ ಹಿರಿದಾಗುತ್ತ ನದಿಯಾಗಿ ಮತ್ತೂ ಮುಂದಕ್ಕೆ ಹರಿದಂತೆಲ್ಲ ದೊಡ್ಡ ನದಿಯಾಗಿ, ಮುಂದೆ ಸಮುದ್ರ ಸೇರುತ್ತದೆ. ಇದು ವಾಸ್ತವ. ಆದರಿಲ್ಲಿ, ಸಣ್ಣದಾಗಿ ಶುರುವಾಗುವ ತೊರೆಯಂಥ ಜಾಗದಲ್ಲೇ ಯೋಜನೆ ಆರಂಭಿಸಿರುವುದರಿಂದ ಇದು ಮುಂದೆ ಏಕರೂಪ ಅಪಾಯಕ್ಕೆ ಎಡೆಮಾಡಿ ಕೊಡಬಹುದು. ಕೆಲ ಕಿ.ಮೀ.ಗಳ ದೂರಕ್ಕೆ ಸಮಗ್ರ ಅಧ್ಯಯನ ನಡೆಸಿ ಈ ಯೋಜನೆ ಮಾಡಿದ್ದರೆ ಚಿಂತೆಯಿರಲಿಲ್ಲ ಎಂಬುದು ತಜ್ಞರ ಅಭಿಪ್ರಾಯ. [544, 394, 776, 575]
author-name: ಗುರುರಾಜ್ ಗಂಟಿಹೊಳೆ [299, 364, 507, 392]
author-email[interactable]: vveditoped@gmail.com [334, 399, 472, 413]
